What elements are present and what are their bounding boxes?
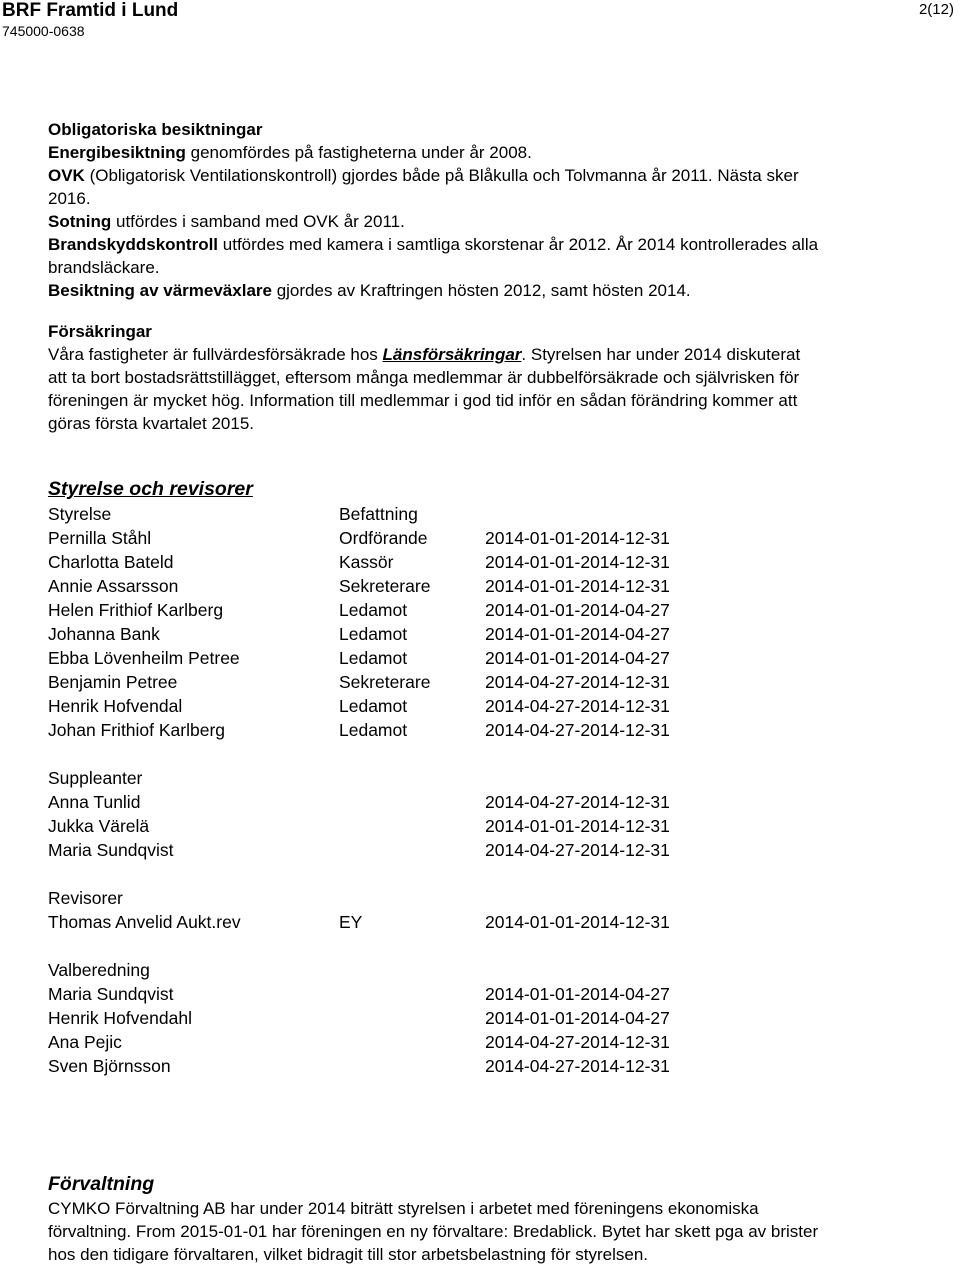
forvaltning-section: [48, 1197, 960, 1266]
person-period: 2014-04-27-2014-12-31: [485, 1056, 670, 1076]
revisorer-title-row: [48, 886, 748, 910]
person-name: Anna Tunlid: [48, 792, 141, 812]
sotning-text: utfördes i samband med OVK år 2011.: [111, 212, 405, 231]
board-member-row: [48, 718, 748, 742]
forsakringar-pre: Våra fastigheter är fullvärdesförsäkrade hos: [48, 345, 383, 364]
forsakringar-line-2: att ta bort bostadsrättstillägget, eftersom många medlemmar är dubbelförsäkrade och självrisken för: [48, 368, 800, 387]
person-period: 2014-01-01-2014-12-31: [485, 816, 670, 836]
board-members: [48, 526, 748, 742]
ovk-label: OVK: [48, 166, 85, 185]
besiktningar-brand: [48, 233, 960, 256]
styrelse-table-header: [48, 502, 748, 526]
forsakringar-line-4: göras första kvartalet 2015.: [48, 414, 255, 433]
person-period: 2014-01-01-2014-12-31: [485, 552, 670, 572]
person-period: 2014-04-27-2014-12-31: [485, 840, 670, 860]
person-name: Charlotta Bateld: [48, 552, 174, 572]
forsakringar-post: . Styrelsen har under 2014 diskuterat: [521, 345, 801, 364]
person-period: 2014-04-27-2014-12-31: [485, 792, 670, 812]
person-role: Sekreterare: [339, 672, 431, 692]
person-name: Johan Frithiof Karlberg: [48, 720, 226, 740]
revisorer-list: [48, 910, 748, 934]
forvaltning-line-3: hos den tidigare förvaltaren, vilket bidragit till stor arbetsbelastning för styrelsen.: [48, 1245, 649, 1264]
person-period: 2014-01-01-2014-04-27: [485, 624, 670, 644]
suppleanter-title: Suppleanter: [48, 768, 143, 788]
person-name: Benjamin Petree: [48, 672, 178, 692]
brand-text-continued: brandsläckare.: [48, 258, 160, 277]
person-role: Kassör: [339, 552, 394, 572]
person-name: Helen Frithiof Karlberg: [48, 600, 224, 620]
styrelse-heading: Styrelse och revisorer: [48, 478, 253, 500]
person-role: Sekreterare: [339, 576, 431, 596]
person-role: Ledamot: [339, 648, 408, 668]
person-role: Ledamot: [339, 600, 408, 620]
person-period: 2014-01-01-2014-12-31: [485, 576, 670, 596]
person-period: 2014-01-01-2014-04-27: [485, 984, 670, 1004]
forvaltning-line-2: förvaltning. From 2015-01-01 har föreningen en ny förvaltare: Bredablick. Bytet har skett pga av brister: [48, 1222, 819, 1241]
person-period: 2014-04-27-2014-12-31: [485, 672, 670, 692]
styrelse-table: [48, 502, 748, 1078]
ovk-text-continued: 2016.: [48, 189, 91, 208]
person-role: Ordförande: [339, 528, 428, 548]
forvaltning-line-1: CYMKO Förvaltning AB har under 2014 biträtt styrelsen i arbetet med föreningens ekonomiska: [48, 1199, 759, 1218]
valberedning-row: [48, 982, 748, 1006]
board-member-row: [48, 646, 748, 670]
person-period: 2014-04-27-2014-12-31: [485, 720, 670, 740]
person-name: Jukka Värelä: [48, 816, 150, 836]
person-period: 2014-01-01-2014-04-27: [485, 648, 670, 668]
person-name: Johanna Bank: [48, 624, 160, 644]
board-member-row: [48, 694, 748, 718]
person-name: Ebba Lövenheilm Petree: [48, 648, 240, 668]
energi-text: genomfördes på fastigheterna under år 2008.: [185, 143, 532, 162]
valberedning-row: [48, 1054, 748, 1078]
person-name: Pernilla Ståhl: [48, 528, 152, 548]
person-name: Henrik Hofvendahl: [48, 1008, 192, 1028]
person-name: Henrik Hofvendal: [48, 696, 183, 716]
besiktningar-section: [48, 118, 960, 302]
valberedning-row: [48, 1030, 748, 1054]
header-organization: BRF Framtid i Lund: [2, 0, 179, 21]
besiktningar-sotning: [48, 210, 960, 233]
board-member-row: [48, 670, 748, 694]
besiktningar-energi: [48, 141, 960, 164]
energi-label: Energibesiktning: [48, 143, 186, 162]
person-period: 2014-01-01-2014-12-31: [485, 528, 670, 548]
suppleanter-title-row: [48, 766, 748, 790]
ovk-text: (Obligatorisk Ventilationskontroll) gjordes både på Blåkulla och Tolvmanna år 2011. Nästa sker: [84, 166, 799, 185]
besiktningar-ovk: [48, 164, 960, 187]
person-period: 2014-04-27-2014-12-31: [485, 696, 670, 716]
column-header-name: Styrelse: [48, 504, 112, 524]
varme-label: Besiktning av värmeväxlare: [48, 281, 272, 300]
brand-label: Brandskyddskontroll: [48, 235, 219, 254]
person-name: Annie Assarsson: [48, 576, 179, 596]
person-name: Ana Pejic: [48, 1032, 122, 1052]
board-member-row: [48, 622, 748, 646]
forsakringar-title: Försäkringar: [48, 322, 152, 341]
page-number: 2(12): [918, 1, 954, 18]
valberedning-title-row: [48, 958, 748, 982]
forsakringar-line-3: föreningen är mycket hög. Information till medlemmar i god tid inför en sådan förändring kommer att: [48, 391, 798, 410]
revisor-row: [48, 910, 748, 934]
suppleant-row: [48, 790, 748, 814]
person-role: Ledamot: [339, 720, 408, 740]
suppleant-row: [48, 814, 748, 838]
person-role: Ledamot: [339, 696, 408, 716]
person-name: Maria Sundqvist: [48, 840, 174, 860]
board-member-row: [48, 550, 748, 574]
person-role: Ledamot: [339, 624, 408, 644]
person-name: Thomas Anvelid Aukt.rev: [48, 912, 241, 932]
board-member-row: [48, 598, 748, 622]
person-role: EY: [339, 912, 363, 932]
suppleanter-list: [48, 790, 748, 862]
forvaltning-heading: Förvaltning: [48, 1173, 155, 1195]
valberedning-row: [48, 1006, 748, 1030]
varme-text: gjordes av Kraftringen hösten 2012, samt hösten 2014.: [271, 281, 691, 300]
valberedning-list: [48, 982, 748, 1078]
board-member-row: [48, 574, 748, 598]
sotning-label: Sotning: [48, 212, 112, 231]
person-period: 2014-01-01-2014-12-31: [485, 912, 670, 932]
revisorer-title: Revisorer: [48, 888, 123, 908]
person-period: 2014-01-01-2014-04-27: [485, 1008, 670, 1028]
suppleant-row: [48, 838, 748, 862]
besiktningar-varme: [48, 279, 960, 302]
insurance-company: Länsförsäkringar: [382, 345, 522, 364]
person-name: Maria Sundqvist: [48, 984, 174, 1004]
besiktningar-title: Obligatoriska besiktningar: [48, 120, 263, 139]
person-period: 2014-04-27-2014-12-31: [485, 1032, 670, 1052]
person-period: 2014-01-01-2014-04-27: [485, 600, 670, 620]
header-org-number: 745000-0638: [2, 23, 85, 39]
forsakringar-section: [48, 320, 960, 435]
column-header-role: Befattning: [339, 504, 418, 524]
forsakringar-line-1: [48, 343, 960, 366]
board-member-row: [48, 526, 748, 550]
brand-text: utfördes med kamera i samtliga skorstenar år 2012. År 2014 kontrollerades alla: [218, 235, 819, 254]
valberedning-title: Valberedning: [48, 960, 150, 980]
person-name: Sven Björnsson: [48, 1056, 171, 1076]
